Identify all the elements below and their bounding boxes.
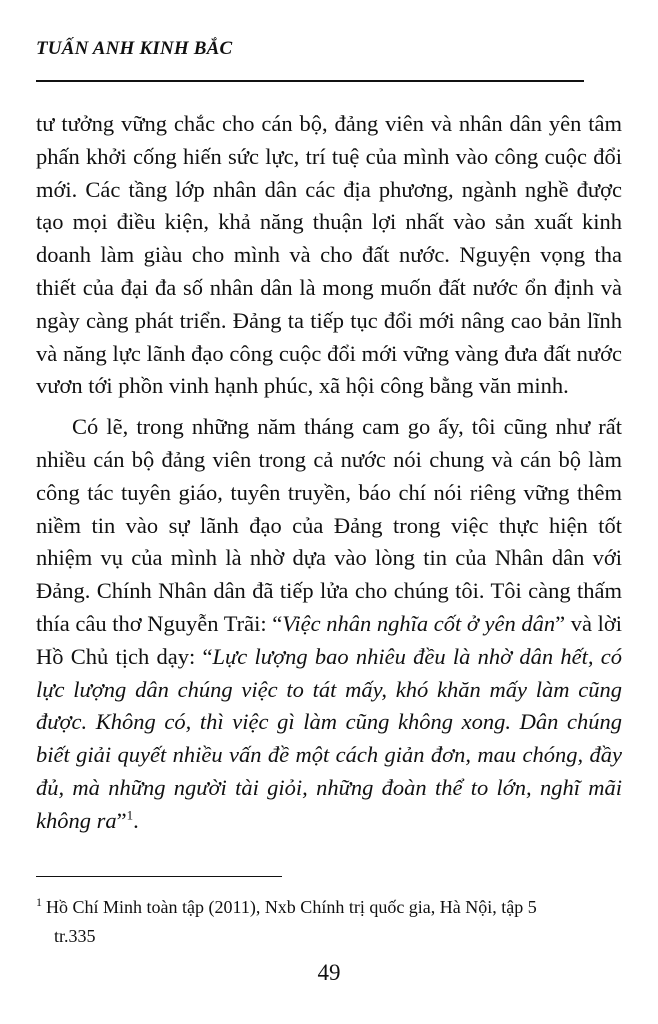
footnote-reference[interactable]: 1 [126,807,134,823]
main-text [36,108,622,838]
header-divider [36,80,584,82]
paragraph-2 [36,411,622,837]
footnote-line-2: tr.335 [54,926,96,946]
running-header: TUẤN ANH KINH BẮC [36,38,233,59]
quote-ho-chi-minh: Lực lượng bao nhiêu đều là nhờ dân hết, có lực lượng dân chúng việc to tát mấy, khó khăn mấy làm cũng được. Không có, thì việc gì làm cũng không xong. Dân chúng biết giải quyết nhiều vấn đề một cách giản đơn, mau chóng, đầy đủ, mà những người tài giỏi, những đoàn thể to lớn, nghĩ mãi không ra [36,643,622,833]
footnote-line-1: Hồ Chí Minh toàn tập (2011), Nxb Chính trị quốc gia, Hà Nội, tập 5 [46,897,537,917]
quote-nguyen-trai: Việc nhân nghĩa cốt ở yên dân [282,610,556,636]
page-number: 49 [317,960,341,985]
footnote [36,893,622,951]
paragraph-2-text-middle: ” và lời Hồ Chủ tịch dạy: “ [36,610,622,669]
paragraph-2-period: . [133,807,139,833]
paragraph-2-text-start: Có lẽ, trong những năm tháng cam go ấy, tôi cũng như rất nhiều cán bộ đảng viên trong cả nước nói chung và cán bộ làm công tác tuyên giáo, tuyên truyền, báo chí nói riêng vững thêm niềm tin vào sự lãnh đạo của Đảng trong việc thực hiện tốt nhiệm vụ của mình là nhờ dựa vào lòng tin của Nhân dân với Đảng. Chính Nhân dân đã tiếp lửa cho chúng tôi. Tôi càng thấm thía câu thơ Nguyễn Trãi: “ [36,414,622,636]
paragraph-1: tư tưởng vững chắc cho cán bộ, đảng viên và nhân dân yên tâm phấn khởi cống hiến sức lực, trí tuệ của mình vào công cuộc đổi mới. Các tầng lớp nhân dân các địa phương, ngành nghề được tạo mọi điều kiện, khả năng thuận lợi nhất vào sản xuất kinh doanh làm giàu cho mình và cho đất nước. Nguyện vọng tha thiết của đại đa số nhân dân là mong muốn đất nước ổn định và ngày càng phát triển. Đảng ta tiếp tục đổi mới nâng cao bản lĩnh và năng lực lãnh đạo công cuộc đổi mới vững vàng đưa đất nước vươn tới phồn vinh hạnh phúc, xã hội công bằng văn minh. [36,111,622,399]
footnote-divider [36,876,282,877]
paragraph-2-text-end: ” [116,807,127,833]
footnote-mark: 1 [36,895,42,909]
